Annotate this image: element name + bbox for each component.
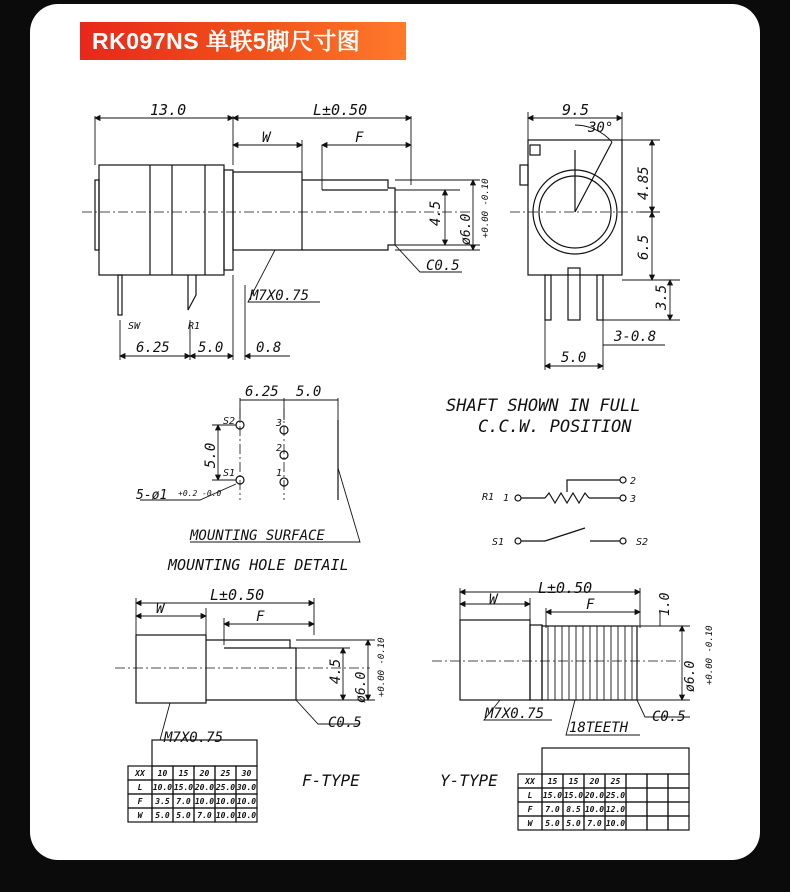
shaft-note	[446, 396, 640, 437]
hole-size-label: 5-ø1	[136, 488, 168, 503]
y-dim-w: W	[489, 592, 498, 608]
table-header-frame	[542, 748, 689, 774]
chamfer-label: C0.5	[426, 258, 460, 274]
spline-teeth	[548, 626, 632, 700]
schem-node-3: 3	[630, 494, 637, 505]
table-cell: F	[137, 797, 143, 806]
table-cell: 20.0	[194, 783, 215, 792]
table-cell: 7.0	[176, 797, 191, 806]
hole-2-label: 2	[276, 443, 283, 454]
table-cell: 10.0	[605, 819, 626, 828]
dim-front-pin-width: 3-0.8	[614, 329, 657, 345]
table-cell: 25.0	[215, 783, 236, 792]
dim-f-label: F	[355, 130, 364, 146]
table-cell: W	[527, 819, 533, 828]
mounting-surface-label: MOUNTING SURFACE	[190, 528, 325, 544]
table-cell: 8.5	[566, 805, 581, 814]
page-title: RK097NS 单联5脚尺寸图	[80, 22, 406, 60]
table-cell-frame	[647, 788, 668, 802]
f-type-table	[128, 740, 257, 822]
table-cell-frame	[626, 788, 647, 802]
thread-label: M7X0.75	[250, 288, 310, 304]
table-cell: XX	[525, 777, 535, 786]
hole-3-label: 3	[276, 418, 283, 429]
table-cell: 7.0	[197, 811, 212, 820]
table-cell: 15.0	[563, 791, 584, 800]
table-cell: 30.0	[236, 783, 257, 792]
y-type-table	[518, 748, 689, 830]
table-cell: 10.0	[194, 797, 215, 806]
y-dim-top: 1.0	[658, 592, 673, 616]
circuit-schematic	[482, 476, 648, 548]
table-cell: 5.0	[176, 811, 191, 820]
schem-node-1: 1	[503, 493, 510, 504]
dim-flat: 4.5	[428, 200, 444, 226]
table-cell: 10	[157, 769, 168, 778]
table-cell: 10.0	[215, 811, 236, 820]
pin-r1-label: R1	[188, 321, 201, 332]
table-cell: 10.0	[236, 797, 257, 806]
schem-s2: S2	[636, 537, 649, 548]
note-line-1: SHAFT SHOWN IN FULL	[446, 396, 641, 416]
hole-s2-label: S2	[223, 416, 236, 427]
f-type-view	[115, 586, 387, 790]
f-type-label: F-TYPE	[302, 771, 360, 790]
f-thread: M7X0.75	[164, 730, 224, 746]
table-cell: 10.0	[215, 797, 236, 806]
table-cell-frame	[668, 802, 689, 816]
table-cell: 10.0	[584, 805, 605, 814]
table-cell-frame	[668, 774, 689, 788]
table-cell: 7.0	[587, 819, 602, 828]
dim-front-top: 4.85	[636, 166, 652, 200]
table-cell: 15	[547, 777, 558, 786]
y-dim-l: L±0.50	[538, 579, 593, 597]
pin-sw-label: SW	[128, 321, 141, 332]
dim-mount-c: 5.0	[203, 442, 219, 468]
f-dim-l: L±0.50	[210, 586, 265, 604]
schem-r1: R1	[482, 492, 495, 503]
table-cell: 15.0	[542, 791, 563, 800]
f-dim-f: F	[256, 609, 265, 625]
dim-tolerance: +0.00 -0.10	[481, 178, 491, 238]
dim-mount-a: 6.25	[245, 384, 279, 400]
table-cell: XX	[135, 769, 145, 778]
y-dim-f: F	[586, 597, 595, 613]
table-cell: 12.0	[605, 805, 626, 814]
table-cell: 5.0	[566, 819, 581, 828]
table-cell-frame	[626, 802, 647, 816]
y-dim-diameter: ø6.0	[683, 660, 698, 692]
table-cell: 10.0	[236, 811, 257, 820]
table-cell: 15.0	[173, 783, 194, 792]
table-cell-frame	[626, 774, 647, 788]
schem-s1: S1	[492, 537, 505, 548]
table-cell-frame	[626, 816, 647, 830]
dim-mount-b: 5.0	[296, 384, 322, 400]
table-cell: 5.0	[155, 811, 170, 820]
table-cell: 30	[241, 769, 252, 778]
table-cell: F	[527, 805, 533, 814]
table-cell: 20.0	[584, 791, 605, 800]
y-chamfer: C0.5	[652, 709, 686, 725]
dim-body-length: 13.0	[150, 101, 187, 119]
dim-diameter: ø6.0	[459, 213, 474, 245]
table-cell: 15	[568, 777, 579, 786]
table-cell: 20	[589, 777, 600, 786]
hole-tolerance: +0.2 -0.0	[178, 489, 222, 498]
side-view	[82, 101, 491, 360]
mounting-detail-title: MOUNTING HOLE DETAIL	[168, 556, 349, 574]
table-cell-frame	[668, 788, 689, 802]
dim-w-label: W	[262, 130, 271, 146]
table-cell: 10.0	[152, 783, 173, 792]
note-line-2: C.C.W. POSITION	[478, 417, 632, 437]
f-dim-w: W	[156, 601, 165, 617]
hole-s1-label: S1	[223, 468, 236, 479]
dim-pin-spacing: 5.0	[198, 340, 224, 356]
dim-pin-offset: 6.25	[136, 340, 170, 356]
table-cell: 20	[199, 769, 210, 778]
table-cell: 7.0	[545, 805, 560, 814]
front-view	[510, 101, 680, 370]
y-thread: M7X0.75	[485, 706, 545, 722]
table-cell: 25	[220, 769, 231, 778]
table-cell: 25	[610, 777, 621, 786]
table-cell-frame	[668, 816, 689, 830]
mounting-hole-detail	[136, 384, 360, 574]
table-cell: 5.0	[545, 819, 560, 828]
f-dim-flat: 4.5	[328, 658, 344, 684]
table-cell: L	[527, 791, 533, 800]
dim-pin-thickness: 0.8	[256, 340, 282, 356]
dim-shaft-length: L±0.50	[313, 101, 368, 119]
y-type-view	[432, 579, 715, 790]
y-teeth: 18TEETH	[569, 720, 629, 736]
table-cell: W	[137, 811, 143, 820]
y-dim-tolerance: +0.00 -0.10	[705, 625, 715, 685]
dim-angle: 30°	[588, 120, 614, 136]
table-cell-frame	[647, 816, 668, 830]
y-type-label: Y-TYPE	[440, 771, 498, 790]
table-cell: 15	[178, 769, 189, 778]
table-cell: L	[137, 783, 143, 792]
dim-front-pin: 3.5	[654, 284, 670, 310]
table-cell-frame	[647, 802, 668, 816]
dim-front-base: 5.0	[561, 350, 587, 366]
hole-1-label: 1	[276, 468, 283, 479]
dim-front-mid: 6.5	[636, 234, 652, 260]
f-dim-tolerance: +0.00 -0.10	[377, 637, 387, 697]
f-chamfer: C0.5	[328, 715, 362, 731]
f-dim-diameter: ø6.0	[354, 671, 369, 703]
table-cell: 25.0	[605, 791, 626, 800]
table-cell: 3.5	[155, 797, 170, 806]
table-cell-frame	[647, 774, 668, 788]
schem-node-2: 2	[630, 476, 637, 487]
dim-front-width: 9.5	[562, 101, 590, 119]
